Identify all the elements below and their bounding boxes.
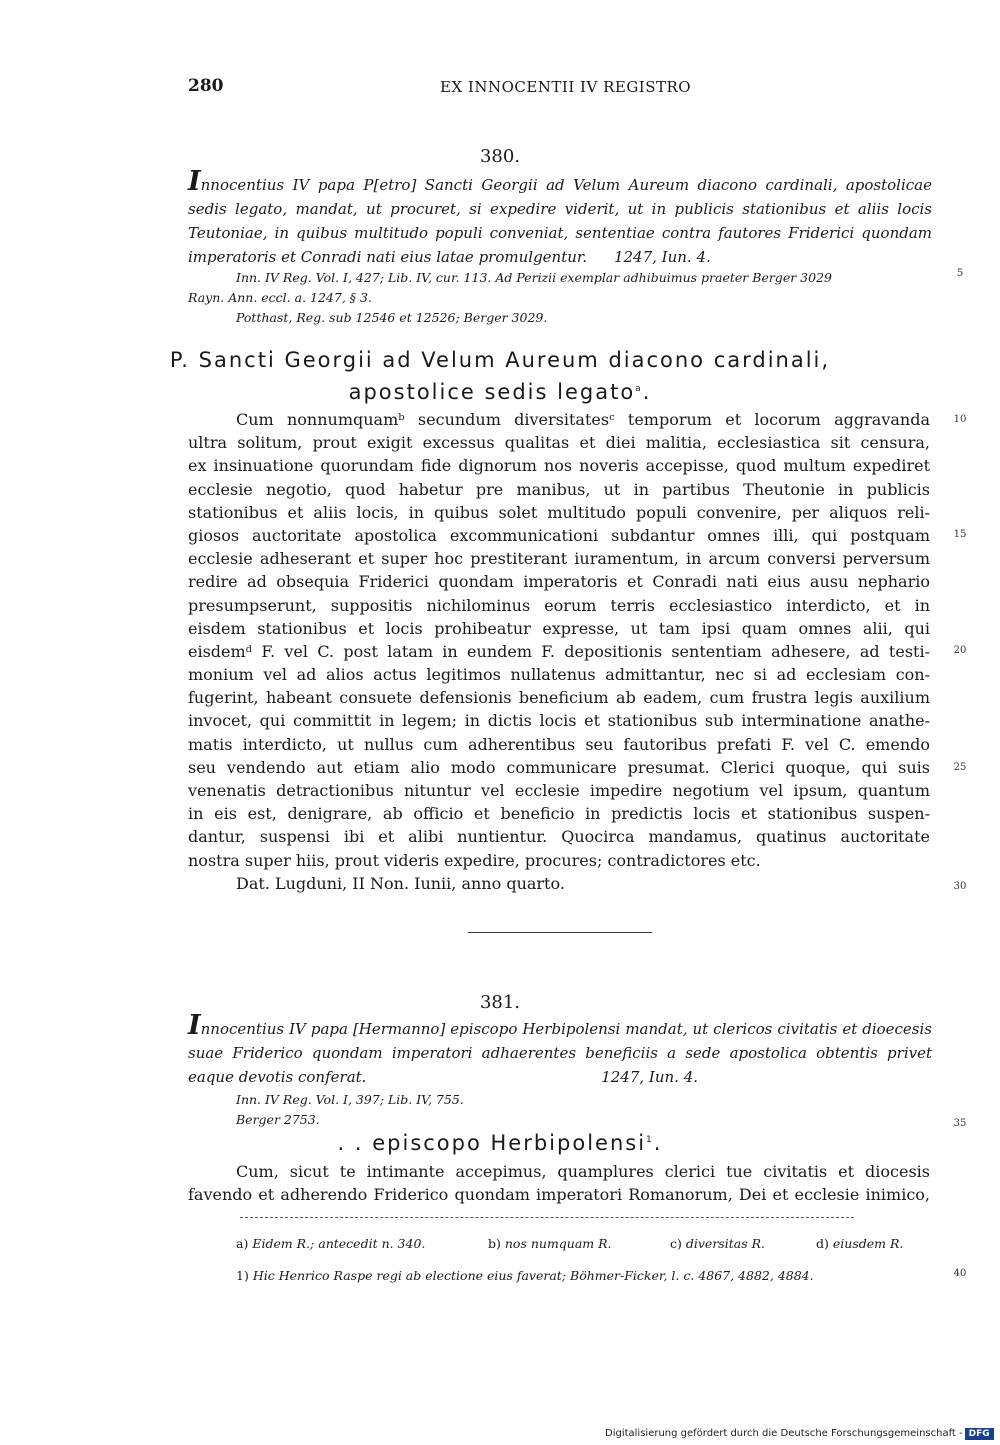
heading-text: apostolice sedis legato <box>348 380 636 404</box>
text-line: eisdem stationibus et locis prohibeatur expresse, ut tam ipsi quam omnes alii, qui <box>188 618 930 638</box>
text-line: fugerint, habeant consuete defensionis beneficium ab eadem, cum frustra legis auxilium <box>188 688 930 708</box>
heading-380-line2 <box>0 375 1000 407</box>
footnote-text: eiusdem R. <box>832 1236 904 1251</box>
heading-end: . <box>653 1131 663 1155</box>
footnote-a <box>236 1236 425 1251</box>
heading-end: . <box>642 380 652 404</box>
summary-380 <box>188 166 932 269</box>
text-line: seu vendendo aut etiam alio modo communicare presumat. Clerici quoque, qui suis <box>188 757 930 777</box>
section-separator <box>468 932 652 933</box>
footnote-label: 1) <box>236 1268 249 1283</box>
summary-381 <box>188 1010 932 1089</box>
dfg-credit <box>605 1428 994 1440</box>
summary-initial: I <box>188 166 201 197</box>
line-number: 35 <box>953 1118 967 1129</box>
document-number-381: 381. <box>479 992 521 1013</box>
text-line: Cum, sicut te intimante accepimus, quamplures clerici tue civitatis et diocesis <box>236 1162 930 1181</box>
line-number: 40 <box>953 1268 967 1279</box>
line-number: 10 <box>953 414 967 425</box>
text-line: venenatis detractionibus nituntur vel ecclesie impedire negotium vel ipsum, quantum <box>188 781 930 800</box>
footnote-label: a) <box>236 1236 249 1251</box>
source-line: Berger 2753. <box>236 1112 320 1127</box>
line-number: 20 <box>953 645 967 656</box>
text-line: redire ad obsequia Friderici quondam imperatoris et Conradi nati eius ausu nephario <box>188 572 930 592</box>
dfg-logo: DFG <box>965 1428 994 1440</box>
footnote-text: Eidem R.; antecedit n. 340. <box>252 1236 426 1251</box>
text-line: eisdemᵈ F. vel C. post latam in eundem F. depositionis sententiam adhesere, ad testi- <box>188 641 930 661</box>
footnote-b <box>488 1236 612 1251</box>
text-line: giosos auctoritate apostolica excommunicationi subdantur omnes illi, qui postquam <box>188 525 930 545</box>
summary-text: nnocentius IV papa [Hermanno] episcopo Herbipolensi mandat, ut clericos civitatis et dioecesis suae Friderico quondam imperatori adhaerentes beneficiis a sede apostolica obtentis privet eaque devotis conferat. <box>188 1020 932 1086</box>
footnote-label: b) <box>488 1236 501 1251</box>
heading-380-line1: P. Sancti Georgii ad Velum Aureum diacono cardinali, <box>169 348 831 372</box>
text-line: in eis est, denigrare, ab officio et beneficio in predictis locis et stationibus suspen- <box>188 804 930 824</box>
footnote-c <box>670 1236 765 1251</box>
text-line: nostra super hiis, prout videris expedire, procures; contradictores etc. <box>188 850 761 870</box>
footnote-text: nos numquam R. <box>504 1236 612 1251</box>
line-number: 25 <box>953 762 967 773</box>
summary-initial: I <box>188 1010 201 1041</box>
source-line: Inn. IV Reg. Vol. I, 397; Lib. IV, 755. <box>236 1092 464 1107</box>
footnote-label: d) <box>816 1236 829 1251</box>
page-number: 280 <box>188 76 224 96</box>
heading-381 <box>0 1126 1000 1158</box>
summary-date: 1247, Iun. 4. <box>613 248 711 266</box>
footnote-text: Hic Henrico Raspe regi ab electione eius faverat; Böhmer-Ficker, l. c. 4867, 4882, 4884. <box>252 1268 814 1283</box>
dat-line: Dat. Lugduni, II Non. Iunii, anno quarto. <box>236 873 565 893</box>
sources-380 <box>188 268 932 328</box>
text-line: stationibus et aliis locis, in quibus solet multitudo populi convenire, per aliquos reli- <box>188 502 930 522</box>
credit-text: Digitalisierung gefördert durch die Deutsche Forschungsgemeinschaft - <box>605 1428 963 1439</box>
line-number: 5 <box>956 268 964 279</box>
text-line: ecclesie adheserant et super hoc prestiterant iuramentum, in arcum conversi perversum <box>188 549 930 569</box>
footnote-1 <box>236 1268 814 1283</box>
footnote-marker: 1 <box>646 1135 654 1145</box>
line-number: 30 <box>953 881 967 892</box>
text-line: monium vel ad alios actus legitimos nullatenus admittantur, nec si ad ecclesiam con- <box>188 665 930 685</box>
source-line: Inn. IV Reg. Vol. I, 427; Lib. IV, cur. 113. Ad Perizii exemplar adhibuimus praeter Berger 3029 <box>236 270 832 285</box>
text-line: ecclesie negotio, quod habetur pre manibus, ut in partibus Theutonie in publicis <box>188 479 930 499</box>
text-line: ultra solitum, prout exigit excessus qualitas et diei malitia, ecclesiastica sit censura, <box>188 433 930 453</box>
text-line: Cum nonnumquamᵇ secundum diversitatesᶜ temporum et locorum aggravanda <box>236 410 930 429</box>
footnote-marker: a <box>635 384 643 394</box>
footnote-label: c) <box>670 1236 682 1251</box>
footnote-text: diversitas R. <box>685 1236 765 1251</box>
text-line: matis interdicto, ut nullus cum adherentibus seu fautoribus prefati F. vel C. emendo <box>188 734 930 754</box>
source-line: Potthast, Reg. sub 12546 et 12526; Berger 3029. <box>236 310 548 325</box>
line-number: 15 <box>953 529 967 540</box>
letter-body-381 <box>188 1160 930 1206</box>
summary-date: 1247, Iun. 4. <box>601 1068 699 1086</box>
letter-body-380 <box>188 408 930 895</box>
source-line: Rayn. Ann. eccl. a. 1247, § 3. <box>188 290 372 305</box>
running-title: EX INNOCENTII IV REGISTRO <box>440 78 692 96</box>
text-line: dantur, suspensi ibi et alibi nuntientur. Quocirca mandamus, quatinus auctoritate <box>188 827 930 847</box>
heading-text: . . episcopo Herbipolensi <box>337 1131 647 1155</box>
summary-text: nnocentius IV papa P[etro] Sancti Georgii ad Velum Aureum diacono cardinali, apostolicae sedis legato, mandat, ut procuret, si expedire viderit, ut in publicis stationibus et aliis locis Teutoniae, in quibus multitudo populi conveniat, sententiae contra fautores Friderici quondam imperatoris et Conradi nati eius latae promulgentur. <box>188 176 932 266</box>
text-line: presumpserunt, suppositis nichilominus eorum terris ecclesiastico interdicto, et in <box>188 595 930 615</box>
sources-381 <box>236 1090 932 1130</box>
text-line: invocet, qui committit in legem; in dictis locis et stationibus sub interminatione anathe- <box>188 711 930 731</box>
document-number-380: 380. <box>479 146 521 167</box>
footnote-d <box>816 1236 903 1251</box>
text-line: ex insinuatione quorundam fide dignorum nos noveris accepisse, quod multum expediret <box>188 456 930 476</box>
text-line: favendo et adherendo Friderico quondam imperatori Romanorum, Dei et ecclesie inimico, <box>188 1185 930 1205</box>
footnote-rule <box>240 1217 854 1218</box>
